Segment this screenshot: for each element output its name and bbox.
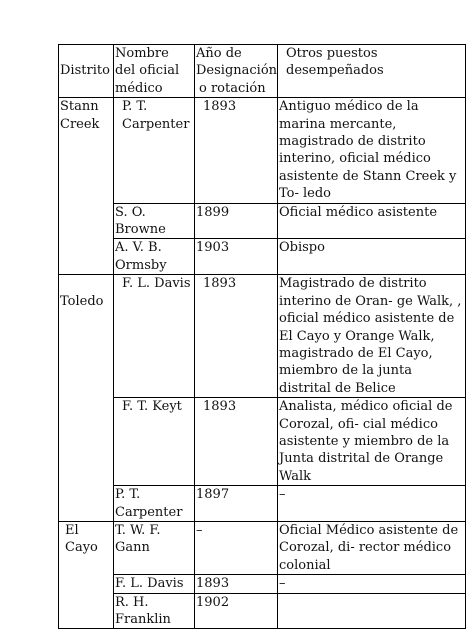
table-row	[59, 575, 466, 593]
year-cell: 1893	[195, 275, 278, 398]
year-cell: 1902	[195, 593, 278, 629]
name-cell: F. L. Davis	[114, 275, 195, 398]
other-cell: Oficial médico asistente	[278, 203, 466, 239]
table-row	[59, 521, 466, 574]
name-cell: P. T. Carpenter	[114, 486, 195, 522]
name-cell: S. O. Browne	[114, 203, 195, 239]
year-cell: 1893	[195, 398, 278, 486]
table-row	[59, 203, 466, 239]
year-cell: 1897	[195, 486, 278, 522]
name-cell: P. T. Carpenter	[114, 98, 195, 203]
year-cell: –	[195, 521, 278, 574]
name-cell: R. H. Franklin	[114, 593, 195, 629]
district-cell: El Cayo	[59, 521, 114, 628]
other-cell: Analista, médico oficial de Corozal, ofi- cial médico asistente y miembro de la Junta distrital de Orange Walk	[278, 398, 466, 486]
table-row	[59, 398, 466, 486]
other-cell: Magistrado de distrito interino de Oran- ge Walk, , oficial médico asistente de El Cayo y Orange Walk, magistrado de El Cayo, miembro de la junta distrital de Belice	[278, 275, 466, 398]
name-cell: T. W. F. Gann	[114, 521, 195, 574]
table-row	[59, 239, 466, 275]
other-cell: Oficial Médico asistente de Corozal, di- rector médico colonial	[278, 521, 466, 574]
district-cell: Toledo	[59, 275, 114, 522]
year-cell: 1893	[195, 98, 278, 203]
year-cell: 1893	[195, 575, 278, 593]
other-cell: Antiguo médico de la marina mercante, magistrado de distrito interino, oficial médico asistente de Stann Creek y To- ledo	[278, 98, 466, 203]
header-otros: Otros puestos desempeñados	[278, 45, 466, 98]
table-row	[59, 275, 466, 398]
officers-table	[58, 44, 466, 629]
header-anio-line2: Designación	[196, 63, 278, 79]
district-cell: Stann Creek	[59, 98, 114, 275]
header-nombre: Nombre del oficial médico	[114, 45, 195, 98]
other-cell: –	[278, 486, 466, 522]
year-cell: 1899	[195, 203, 278, 239]
header-row	[59, 45, 466, 98]
header-anio	[195, 45, 278, 98]
name-cell: A. V. B. Ormsby	[114, 239, 195, 275]
other-cell: –	[278, 575, 466, 593]
name-cell: F. L. Davis	[114, 575, 195, 593]
other-cell: Obispo	[278, 239, 466, 275]
table-row	[59, 98, 466, 203]
name-cell: F. T. Keyt	[114, 398, 195, 486]
header-distrito: Distrito	[59, 45, 114, 98]
year-cell: 1903	[195, 239, 278, 275]
header-anio-line3: o rotación	[199, 80, 266, 96]
table-row	[59, 593, 466, 629]
table-row	[59, 486, 466, 522]
header-anio-line1: Año de	[196, 46, 242, 61]
other-cell	[278, 593, 466, 629]
